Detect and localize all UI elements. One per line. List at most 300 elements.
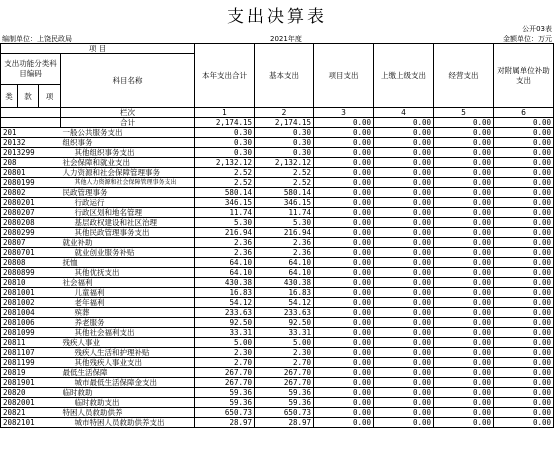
row-value: 0.00: [494, 158, 554, 168]
table-row: [1, 278, 554, 288]
row-value: 0.00: [434, 368, 494, 378]
row-value: 64.10: [195, 258, 255, 268]
row-code: 20819: [1, 368, 61, 378]
row-name: 城市最低生活保障金支出: [61, 378, 195, 388]
row-value: 0.00: [434, 218, 494, 228]
row-value: 0.00: [434, 238, 494, 248]
row-value: 0.00: [434, 338, 494, 348]
row-value: 11.74: [255, 208, 314, 218]
row-value: 2,132.12: [195, 158, 255, 168]
row-value: 0.00: [374, 308, 434, 318]
row-value: 0.30: [255, 128, 314, 138]
row-value: 0.00: [494, 358, 554, 368]
row-value: 0.00: [374, 338, 434, 348]
row-value: 0.00: [434, 188, 494, 198]
row-value: 2.70: [255, 358, 314, 368]
row-value: 0.00: [494, 328, 554, 338]
row-value: 0.00: [494, 198, 554, 208]
row-code: 20132: [1, 138, 61, 148]
row-value: 0.00: [374, 358, 434, 368]
row-value: 33.31: [255, 328, 314, 338]
table-row: [1, 308, 554, 318]
row-value: 92.50: [255, 318, 314, 328]
row-value: 0.00: [434, 308, 494, 318]
row-value: 0.30: [255, 138, 314, 148]
row-value: 0.00: [374, 318, 434, 328]
row-name: 就业补助: [61, 238, 195, 248]
row-value: 0.30: [195, 138, 255, 148]
expenditure-table: [0, 43, 554, 428]
seq-5: 5: [434, 108, 494, 118]
table-row: [1, 398, 554, 408]
row-value: 0.00: [494, 238, 554, 248]
row-value: 0.00: [314, 268, 374, 278]
table-row: [1, 128, 554, 138]
row-value: 0.00: [374, 368, 434, 378]
row-code: 208: [1, 158, 61, 168]
row-value: 0.00: [494, 288, 554, 298]
total-cell: 0.00: [494, 118, 554, 128]
row-value: 0.00: [314, 418, 374, 428]
row-name: 行政区划和地名管理: [61, 208, 195, 218]
row-name: 儿童福利: [61, 288, 195, 298]
row-name: 社会保障和就业支出: [61, 158, 195, 168]
row-name: 基层政权建设和社区治理: [61, 218, 195, 228]
row-value: 0.00: [494, 378, 554, 388]
row-value: 54.12: [255, 298, 314, 308]
row-value: 233.63: [195, 308, 255, 318]
row-code: 2081004: [1, 308, 61, 318]
total-cell: 0.00: [314, 118, 374, 128]
row-value: 0.00: [494, 228, 554, 238]
row-code: 20801: [1, 168, 61, 178]
table-row: [1, 248, 554, 258]
total-row: [1, 118, 554, 128]
row-value: 0.00: [374, 408, 434, 418]
row-value: 0.00: [434, 258, 494, 268]
row-value: 0.00: [374, 268, 434, 278]
row-value: 5.00: [195, 338, 255, 348]
table-row: [1, 198, 554, 208]
row-value: 0.00: [374, 198, 434, 208]
page-title: 支出决算表: [227, 7, 327, 27]
row-value: 0.00: [434, 268, 494, 278]
row-name: 民政管理事务: [61, 188, 195, 198]
row-value: 16.83: [195, 288, 255, 298]
total-label: 合计: [61, 118, 195, 128]
table-row: [1, 328, 554, 338]
row-value: 2.52: [255, 178, 314, 188]
item-name-header: 科目名称: [61, 54, 195, 108]
row-code: 2080299: [1, 228, 61, 238]
row-value: 0.00: [374, 228, 434, 238]
col-header-basic: 基本支出: [255, 44, 314, 108]
row-value: 0.00: [494, 398, 554, 408]
row-value: 0.00: [314, 328, 374, 338]
row-value: 0.00: [494, 208, 554, 218]
row-value: 59.36: [195, 398, 255, 408]
row-value: 430.38: [195, 278, 255, 288]
row-value: 2.36: [195, 238, 255, 248]
total-cell: 0.00: [374, 118, 434, 128]
seq-3: 3: [314, 108, 374, 118]
row-value: 0.00: [434, 228, 494, 238]
row-value: 233.63: [255, 308, 314, 318]
row-value: 267.70: [195, 368, 255, 378]
row-code: 2081002: [1, 298, 61, 308]
col-header-remit: 上缴上级支出: [374, 44, 434, 108]
table-row: [1, 148, 554, 158]
row-value: 0.00: [374, 418, 434, 428]
row-name: 特困人员救助供养: [61, 408, 195, 418]
money-unit: 金额单位：万元: [503, 35, 552, 43]
row-name: 抚恤: [61, 258, 195, 268]
row-value: 0.00: [314, 308, 374, 318]
table-row: [1, 228, 554, 238]
row-value: 0.00: [434, 198, 494, 208]
row-value: 0.00: [494, 388, 554, 398]
row-value: 0.00: [374, 298, 434, 308]
row-value: 59.36: [255, 398, 314, 408]
row-value: 0.00: [374, 168, 434, 178]
row-name: 其他组织事务支出: [61, 148, 195, 158]
row-value: 0.00: [314, 278, 374, 288]
row-value: 580.14: [195, 188, 255, 198]
row-code: 201: [1, 128, 61, 138]
table-row: [1, 338, 554, 348]
row-value: 0.00: [434, 348, 494, 358]
row-value: 0.00: [494, 268, 554, 278]
row-value: 430.38: [255, 278, 314, 288]
row-value: 0.00: [374, 238, 434, 248]
row-value: 0.00: [434, 408, 494, 418]
row-name: 就业创业服务补贴: [61, 248, 195, 258]
row-value: 0.00: [374, 388, 434, 398]
row-value: 0.00: [314, 228, 374, 238]
row-value: 0.00: [494, 348, 554, 358]
kuan-header: 款: [18, 85, 39, 108]
row-value: 216.94: [195, 228, 255, 238]
row-value: 2.30: [255, 348, 314, 358]
row-value: 11.74: [195, 208, 255, 218]
reporting-unit: 编制单位：上饶民政局: [2, 35, 72, 43]
row-value: 0.00: [434, 168, 494, 178]
row-value: 0.00: [434, 178, 494, 188]
seq-2: 2: [255, 108, 314, 118]
row-value: 0.00: [434, 388, 494, 398]
row-name: 临时救助: [61, 388, 195, 398]
row-value: 5.00: [255, 338, 314, 348]
row-value: 0.00: [374, 138, 434, 148]
row-value: 0.00: [374, 188, 434, 198]
table-row: [1, 408, 554, 418]
row-value: 0.00: [314, 128, 374, 138]
row-value: 0.00: [374, 218, 434, 228]
table-row: [1, 388, 554, 398]
row-value: 0.00: [314, 178, 374, 188]
row-value: 0.00: [314, 348, 374, 358]
row-value: 0.00: [314, 298, 374, 308]
row-value: 5.30: [195, 218, 255, 228]
row-code: 2013299: [1, 148, 61, 158]
row-value: 2.36: [195, 248, 255, 258]
row-value: 216.94: [255, 228, 314, 238]
row-code: 2080208: [1, 218, 61, 228]
row-value: 650.73: [195, 408, 255, 418]
row-value: 0.00: [494, 178, 554, 188]
row-value: 2.52: [195, 168, 255, 178]
row-value: 0.00: [314, 388, 374, 398]
row-value: 0.00: [494, 298, 554, 308]
row-value: 2.36: [255, 248, 314, 258]
row-value: 0.00: [434, 378, 494, 388]
row-value: 2.30: [195, 348, 255, 358]
row-value: 0.00: [314, 378, 374, 388]
row-value: 0.00: [314, 358, 374, 368]
table-row: [1, 298, 554, 308]
row-value: 0.00: [374, 398, 434, 408]
row-value: 0.00: [374, 148, 434, 158]
row-value: 0.00: [434, 148, 494, 158]
row-value: 0.00: [434, 138, 494, 148]
lei-header: 类: [1, 85, 18, 108]
row-code: 20821: [1, 408, 61, 418]
row-value: 0.00: [434, 318, 494, 328]
col-header-total: 本年支出合计: [195, 44, 255, 108]
row-code: 2080207: [1, 208, 61, 218]
row-value: 0.00: [314, 248, 374, 258]
row-value: 2.36: [255, 238, 314, 248]
table-row: [1, 318, 554, 328]
row-value: 0.00: [314, 408, 374, 418]
row-code: 2081901: [1, 378, 61, 388]
row-code: 20811: [1, 338, 61, 348]
row-value: 92.50: [195, 318, 255, 328]
col-header-project: 项目支出: [314, 44, 374, 108]
row-name: 养老服务: [61, 318, 195, 328]
row-value: 267.70: [255, 368, 314, 378]
row-value: 0.00: [314, 208, 374, 218]
table-code: 公开03表: [522, 25, 552, 33]
table-row: [1, 348, 554, 358]
row-value: 64.10: [255, 268, 314, 278]
row-code: 2080899: [1, 268, 61, 278]
row-value: 0.00: [434, 278, 494, 288]
row-value: 0.00: [494, 248, 554, 258]
row-code: 2080199: [1, 178, 61, 188]
row-value: 0.00: [434, 158, 494, 168]
row-value: 16.83: [255, 288, 314, 298]
table-row: [1, 288, 554, 298]
row-value: 0.00: [494, 128, 554, 138]
row-value: 0.00: [494, 258, 554, 268]
row-value: 0.00: [434, 398, 494, 408]
col-header-subsidy: 对附属单位补助支出: [494, 44, 554, 108]
row-value: 0.00: [494, 318, 554, 328]
row-name: 一般公共服务支出: [61, 128, 195, 138]
row-name: 残疾人事业: [61, 338, 195, 348]
row-value: 0.00: [434, 328, 494, 338]
row-value: 0.00: [494, 278, 554, 288]
row-value: 0.00: [434, 248, 494, 258]
table-row: [1, 368, 554, 378]
row-value: 0.00: [314, 138, 374, 148]
row-value: 0.00: [494, 188, 554, 198]
seq-1: 1: [195, 108, 255, 118]
row-name: 城市特困人员救助供养支出: [61, 418, 195, 428]
row-name: 殡葬: [61, 308, 195, 318]
row-value: 0.00: [314, 198, 374, 208]
row-value: 0.00: [494, 338, 554, 348]
row-value: 2.70: [195, 358, 255, 368]
row-code: 2081199: [1, 358, 61, 368]
row-value: 2.52: [195, 178, 255, 188]
fiscal-year: 2021年度: [270, 35, 302, 43]
row-value: 0.00: [494, 368, 554, 378]
row-name: 人力资源和社会保障管理事务: [61, 168, 195, 178]
row-value: 0.00: [314, 238, 374, 248]
row-value: 0.00: [374, 178, 434, 188]
row-value: 64.10: [255, 258, 314, 268]
row-value: 0.00: [374, 158, 434, 168]
xiang-header: 项: [39, 85, 61, 108]
row-value: 59.36: [255, 388, 314, 398]
row-value: 0.00: [374, 128, 434, 138]
row-name: 残疾人生活和护理补贴: [61, 348, 195, 358]
row-value: 0.00: [434, 298, 494, 308]
row-value: 0.00: [374, 278, 434, 288]
row-value: 0.00: [314, 188, 374, 198]
row-value: 0.00: [374, 288, 434, 298]
row-value: 0.00: [494, 168, 554, 178]
row-code: 2080201: [1, 198, 61, 208]
row-name: 组织事务: [61, 138, 195, 148]
row-value: 346.15: [255, 198, 314, 208]
table-row: [1, 378, 554, 388]
row-value: 0.00: [374, 378, 434, 388]
row-value: 0.00: [374, 248, 434, 258]
table-row: [1, 158, 554, 168]
row-value: 0.00: [494, 418, 554, 428]
seq-6: 6: [494, 108, 554, 118]
row-value: 0.00: [434, 208, 494, 218]
row-value: 28.97: [195, 418, 255, 428]
row-code: 2081107: [1, 348, 61, 358]
row-name: 老年福利: [61, 298, 195, 308]
row-code: 2082101: [1, 418, 61, 428]
row-name: 最低生活保障: [61, 368, 195, 378]
header-row-1: [1, 44, 554, 54]
row-value: 59.36: [195, 388, 255, 398]
row-value: 54.12: [195, 298, 255, 308]
row-value: 28.97: [255, 418, 314, 428]
seq-row: [1, 108, 554, 118]
row-value: 0.00: [374, 258, 434, 268]
row-value: 0.00: [314, 288, 374, 298]
item-group-header: 项 目: [1, 44, 195, 54]
row-value: 0.00: [314, 318, 374, 328]
row-value: 0.00: [434, 288, 494, 298]
row-name: 行政运行: [61, 198, 195, 208]
row-code: 20808: [1, 258, 61, 268]
table-row: [1, 358, 554, 368]
table-row: [1, 208, 554, 218]
row-value: 0.00: [494, 218, 554, 228]
row-code: 2081001: [1, 288, 61, 298]
table-row: [1, 138, 554, 148]
row-value: 0.00: [314, 258, 374, 268]
row-value: 346.15: [195, 198, 255, 208]
row-value: 0.00: [434, 418, 494, 428]
row-name: 临时救助支出: [61, 398, 195, 408]
row-code: 20802: [1, 188, 61, 198]
total-cell: 0.00: [434, 118, 494, 128]
table-row: [1, 188, 554, 198]
func-code-header: 支出功能分类科目编码: [1, 54, 61, 85]
row-name: 其他优抚支出: [61, 268, 195, 278]
table-row: [1, 268, 554, 278]
row-name: 其他民政管理事务支出: [61, 228, 195, 238]
row-value: 0.00: [494, 308, 554, 318]
row-value: 580.14: [255, 188, 314, 198]
row-value: 0.00: [374, 328, 434, 338]
row-code: 20807: [1, 238, 61, 248]
row-value: 0.00: [314, 158, 374, 168]
row-value: 0.30: [195, 128, 255, 138]
seq-label: 栏次: [61, 108, 195, 118]
row-value: 0.00: [314, 148, 374, 158]
total-cell: 2,174.15: [255, 118, 314, 128]
row-code: 2082001: [1, 398, 61, 408]
row-name: 社会福利: [61, 278, 195, 288]
row-code: 2081099: [1, 328, 61, 338]
row-code: 2081006: [1, 318, 61, 328]
table-row: [1, 218, 554, 228]
row-code: 20820: [1, 388, 61, 398]
row-value: 0.30: [195, 148, 255, 158]
table-row: [1, 258, 554, 268]
row-name: 其他残疾人事业支出: [61, 358, 195, 368]
row-name: 其他社会福利支出: [61, 328, 195, 338]
row-value: 0.00: [314, 218, 374, 228]
table-row: [1, 168, 554, 178]
seq-4: 4: [374, 108, 434, 118]
row-value: 650.73: [255, 408, 314, 418]
table-row: [1, 418, 554, 428]
row-value: 0.00: [314, 338, 374, 348]
row-value: 0.00: [314, 168, 374, 178]
row-value: 2.52: [255, 168, 314, 178]
row-value: 0.00: [494, 138, 554, 148]
row-value: 64.10: [195, 268, 255, 278]
row-value: 0.00: [374, 208, 434, 218]
row-value: 0.00: [494, 408, 554, 418]
row-code: 20810: [1, 278, 61, 288]
row-value: 0.30: [255, 148, 314, 158]
row-value: 0.00: [314, 398, 374, 408]
row-value: 267.70: [195, 378, 255, 388]
table-row: [1, 178, 554, 188]
row-value: 2,132.12: [255, 158, 314, 168]
col-header-business: 经营支出: [434, 44, 494, 108]
row-value: 267.70: [255, 378, 314, 388]
row-value: 33.31: [195, 328, 255, 338]
row-value: 0.00: [434, 358, 494, 368]
row-value: 0.00: [434, 128, 494, 138]
row-value: 0.00: [494, 148, 554, 158]
row-value: 0.00: [374, 348, 434, 358]
row-value: 0.00: [314, 368, 374, 378]
